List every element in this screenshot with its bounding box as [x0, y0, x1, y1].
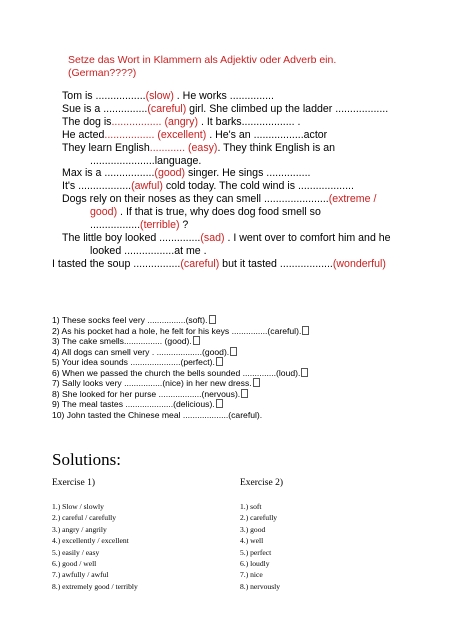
answer-line: 5.) easily / easy [52, 547, 100, 557]
hint-word: (careful) [147, 102, 187, 115]
exercise-2-item: 8) She looked for her purse ..................(nervous). [52, 389, 432, 400]
hint-word: (sad) [200, 231, 225, 244]
exercise-1-item: He acted................. (excellent) . He's an .................actor [62, 128, 328, 141]
exercise-2-item: 9) The meal tastes ....................(delicious). [52, 399, 432, 410]
hint-word: ............ (easy) [149, 141, 218, 154]
exercise-2-item: 4) All dogs can smell very . ...................(good). [52, 347, 432, 358]
checkbox-glyph-icon [230, 347, 237, 356]
exercise-1-item: Sue is a ...............(careful) girl. She climbed up the ladder .................. [62, 102, 389, 115]
exercise-1-item: Tom is .................(slow) . He works ............... [62, 90, 274, 102]
answer-line: 8.) extremely good / terribly [52, 581, 138, 591]
answer-line: 1.) soft [240, 502, 262, 511]
checkbox-glyph-icon [241, 389, 248, 398]
exercise-1-item: The dog is................. (angry) . It barks.................. . [62, 115, 301, 128]
answer-line: 5.) perfect [240, 547, 272, 557]
answer-line: 7.) awfully / awful [52, 570, 109, 580]
solutions-column-heading: Exercise 1) [52, 478, 95, 488]
answer-line: 3.) good [240, 524, 266, 534]
instruction-heading [68, 54, 408, 80]
answer-line: 6.) loudly [240, 559, 270, 569]
checkbox-glyph-icon [301, 368, 308, 377]
exercise-2-item: 7) Sally looks very ................(nice) in her new dress. [52, 378, 432, 389]
solutions-exercise-2 [240, 478, 410, 592]
exercise-2-item: 1) These socks feel very ................(soft). [52, 315, 432, 326]
exercise-2-item: 10) John tasted the Chinese meal ...................(careful). [52, 409, 263, 420]
answer-line: 8.) nervously [240, 581, 281, 591]
answer-line: 4.) well [240, 536, 264, 546]
answer-line: 3.) angry / angrily [52, 524, 107, 534]
instruction-line-1: Setze das Wort in Klammern als Adjektiv oder Adverb ein. [68, 54, 337, 66]
answer-line: 1.) Slow / slowly [52, 502, 104, 511]
exercise-2-item: 6) When we passed the church the bells sounded ..............(loud). [52, 368, 432, 379]
hint-word: (terrible) [140, 219, 180, 232]
answer-line: 2.) careful / carefully [52, 513, 117, 523]
exercise-1-item: I tasted the soup ................(careful) but it tasted ..................(wonderful) [52, 257, 386, 270]
checkbox-glyph-icon [216, 357, 223, 366]
hint-word: good) [90, 206, 118, 219]
exercise-1-item: They learn English............ (easy). They think English is an ......................language. [62, 141, 336, 167]
solutions-title: Solutions: [52, 450, 121, 469]
exercise-1 [52, 90, 412, 271]
exercise-1-item: The little boy looked ..............(sad) . I went over to comfort him and he looked .................at me . [62, 231, 391, 257]
hint-word: (extreme / [328, 193, 377, 206]
hint-word: (awful) [131, 180, 163, 193]
hint-word: (slow) [145, 90, 174, 102]
answer-line: 7.) nice [240, 570, 263, 580]
checkbox-glyph-icon [193, 336, 200, 345]
hint-word: (wonderful) [332, 257, 386, 270]
exercise-1-item: Dogs rely on their noses as they can smell ......................(extreme / good) . If that is true, why does dog food smell so .................(terrible) ? [62, 193, 377, 232]
instruction-line-2: (German????) [68, 67, 137, 79]
hint-word: (careful) [180, 257, 220, 270]
hint-word: (good) [154, 167, 186, 180]
checkbox-glyph-icon [216, 399, 223, 408]
checkbox-glyph-icon [253, 378, 260, 387]
checkbox-glyph-icon [302, 326, 309, 335]
checkbox-glyph-icon [209, 315, 216, 324]
exercise-2-item: 5) Your idea sounds .....................(perfect). [52, 357, 432, 368]
answer-line: 6.) good / well [52, 559, 97, 569]
exercise-1-item: It's ..................(awful) cold today. The cold wind is ................... [62, 180, 354, 193]
solutions-column-heading: Exercise 2) [240, 478, 283, 488]
solutions-exercise-1 [52, 478, 222, 592]
hint-word: ................. (excellent) [104, 128, 207, 141]
exercise-2-item: 3) The cake smells................ (good). [52, 336, 432, 347]
answer-line: 4.) excellently / excellent [52, 536, 129, 546]
hint-word: ................. (angry) [111, 115, 199, 128]
exercise-2-item: 2) As his pocket had a hole, he felt for his keys ...............(careful). [52, 326, 432, 337]
exercise-2 [52, 315, 432, 420]
exercise-1-item: Max is a .................(good) singer. He sings ............... [62, 167, 311, 180]
answer-line: 2.) carefully [240, 513, 278, 523]
